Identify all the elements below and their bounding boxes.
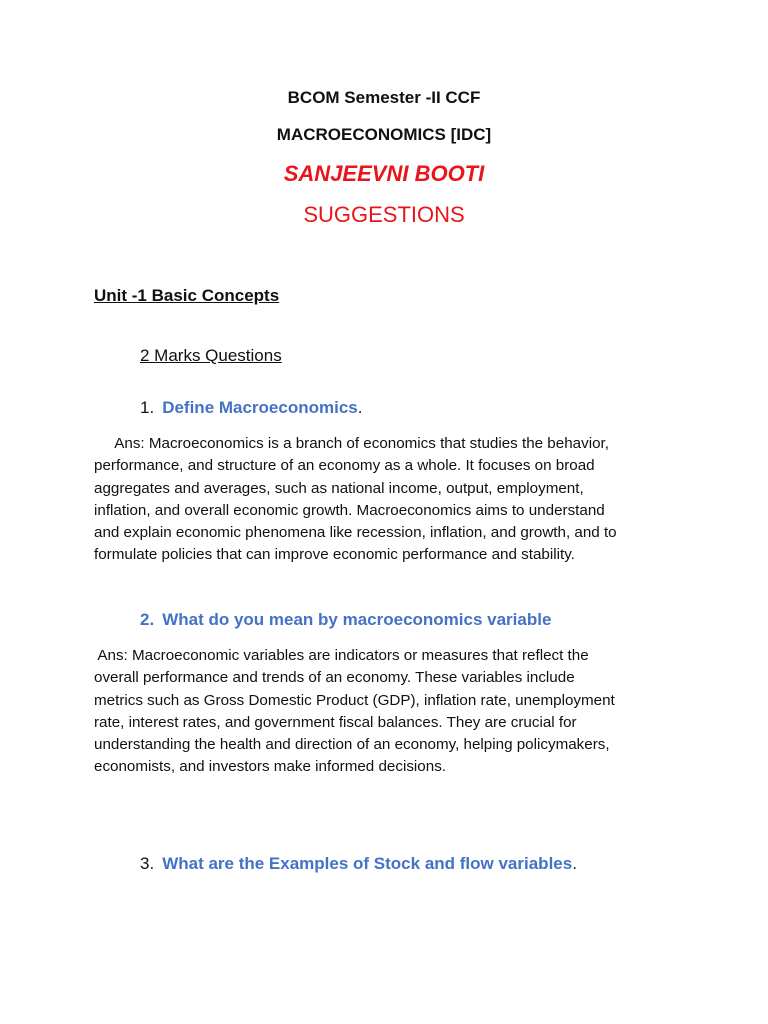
answer-line: performance, and structure of an economy as a whole. It focuses on broad: [94, 457, 595, 475]
question-1: [140, 398, 362, 418]
question-number: 3.: [140, 854, 155, 873]
answer-line: and explain economic phenomena like recession, inflation, and growth, and to: [94, 524, 617, 542]
question-text: What are the Examples of Stock and flow variables: [162, 854, 573, 873]
question-punctuation: .: [357, 398, 363, 417]
question-2: [140, 610, 551, 630]
question-punctuation: .: [572, 854, 577, 873]
answer-line: inflation, and overall economic growth. Macroeconomics aims to understand: [94, 501, 605, 519]
course-title: BCOM Semester -II CCF: [287, 88, 481, 107]
answer-2: [94, 645, 694, 779]
marks-heading: 2 Marks Questions: [140, 346, 282, 365]
answer-1: [94, 433, 694, 567]
answer-line: understanding the health and direction of an economy, helping policymakers,: [94, 736, 610, 754]
unit-heading: Unit -1 Basic Concepts: [94, 286, 280, 305]
answer-line: Ans: Macroeconomics is a branch of economics that studies the behavior,: [94, 435, 609, 452]
question-number: 2.: [140, 610, 155, 629]
answer-line: formulate policies that can improve economic performance and stability.: [94, 546, 575, 564]
subject-title: MACROECONOMICS [IDC]: [276, 125, 492, 144]
answer-line: rate, interest rates, and government fiscal balances. They are crucial for: [94, 713, 577, 731]
suggestions-title: SUGGESTIONS: [303, 202, 465, 227]
answer-line: economists, and investors make informed decisions.: [94, 758, 447, 776]
answer-line: Ans: Macroeconomic variables are indicators or measures that reflect the: [94, 647, 589, 664]
question-text: What do you mean by macroeconomics variable: [162, 610, 552, 629]
question-3: [140, 854, 577, 874]
question-number: 1.: [140, 398, 155, 417]
series-title: SANJEEVNI BOOTI: [283, 161, 485, 186]
answer-line: aggregates and averages, such as national income, output, employment,: [94, 479, 584, 497]
answer-line: metrics such as Gross Domestic Product (GDP), inflation rate, unemployment: [94, 691, 615, 709]
question-text: Define Macroeconomics: [162, 398, 358, 417]
answer-line: overall performance and trends of an economy. These variables include: [94, 669, 575, 687]
